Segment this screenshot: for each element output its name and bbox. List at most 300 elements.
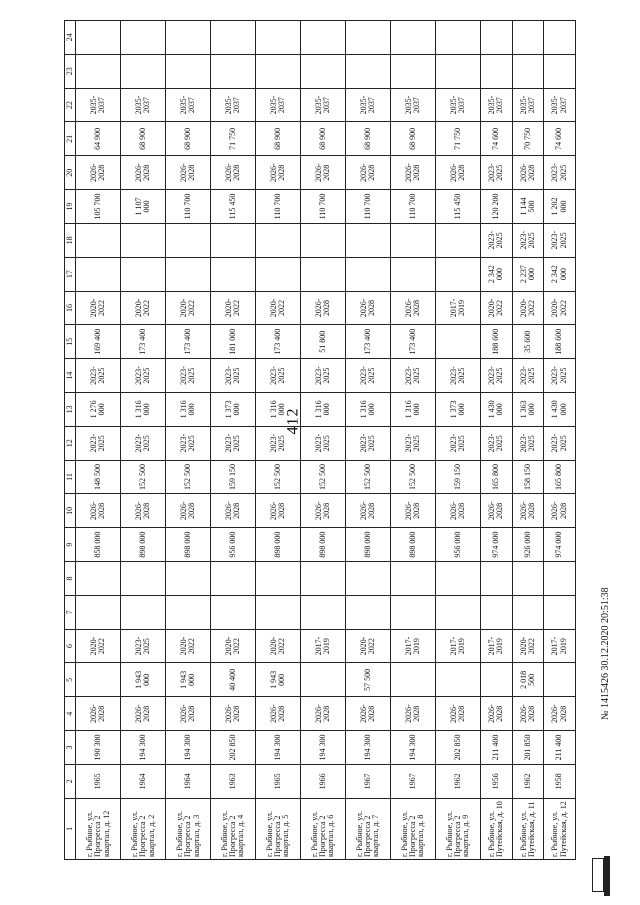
table-cell: 2023-2025 (481, 156, 513, 190)
table-cell: 2023-2025 (346, 426, 391, 460)
table-cell: 181 000 (211, 325, 256, 359)
table-cell (256, 257, 301, 291)
table-cell: 1964 (121, 764, 166, 798)
table-cell: 2023-2025 (391, 426, 436, 460)
table-cell (121, 562, 166, 596)
table-cell: 1 363 000 (512, 392, 544, 426)
column-header: 1 (65, 798, 76, 859)
table-cell: 202 850 (436, 731, 481, 765)
table-cell: 1 276 000 (76, 392, 121, 426)
table-cell: 2023-2025 (544, 426, 576, 460)
table-cell: 201 850 (512, 731, 544, 765)
table-cell: 2035-2037 (391, 88, 436, 122)
address-cell: г. Рыбное, ул. Прогресса 2 квартал, д. 12 (76, 798, 121, 859)
table-cell: 2026-2028 (301, 156, 346, 190)
table-cell: 2026-2028 (391, 697, 436, 731)
table-cell: 2035-2037 (121, 88, 166, 122)
table-cell: 2020-2022 (256, 291, 301, 325)
table-cell: 105 700 (76, 190, 121, 224)
address-cell: г. Рыбное, ул. Прогресса 2 квартал, д. 9 (436, 798, 481, 859)
table-cell: 211 400 (544, 731, 576, 765)
table-cell: 202 850 (211, 731, 256, 765)
table-cell (436, 21, 481, 55)
table-cell (436, 257, 481, 291)
table-cell: 211 400 (481, 731, 513, 765)
table-cell: 1 144 500 (512, 190, 544, 224)
table-cell (544, 21, 576, 55)
table-cell: 2035-2037 (256, 88, 301, 122)
table-cell: 159 150 (211, 460, 256, 494)
table-cell: 2023-2025 (121, 629, 166, 663)
address-cell: г. Рыбное, ул. Прогресса 2 квартал, д. 8 (391, 798, 436, 859)
table-cell: 120 200 (481, 190, 513, 224)
table-row (481, 21, 513, 860)
table-cell: 1963 (211, 764, 256, 798)
table-cell: 64 900 (76, 122, 121, 156)
table-cell (211, 257, 256, 291)
table-cell (391, 562, 436, 596)
table-cell: 2035-2037 (301, 88, 346, 122)
table-cell: 2026-2028 (121, 494, 166, 528)
column-header: 23 (65, 54, 76, 88)
address-cell: г. Рыбное, ул. Путейская, д. 11 (512, 798, 544, 859)
table-cell (166, 54, 211, 88)
table-cell (121, 54, 166, 88)
page-number: 412 (284, 407, 302, 435)
table-cell: 115 450 (436, 190, 481, 224)
table-cell: 2020-2022 (76, 629, 121, 663)
table-cell: 2023-2025 (481, 426, 513, 460)
table-cell: 190 300 (76, 731, 121, 765)
table-cell (76, 595, 121, 629)
table-cell: 2026-2028 (436, 494, 481, 528)
table-cell: 2026-2028 (166, 697, 211, 731)
table-cell: 2020-2022 (481, 291, 513, 325)
table-cell: 2026-2028 (346, 156, 391, 190)
address-cell: г. Рыбное, ул. Прогресса 2 квартал, д. 7 (346, 798, 391, 859)
column-header: 4 (65, 697, 76, 731)
table-cell: 2026-2028 (256, 156, 301, 190)
table-cell: 159 150 (436, 460, 481, 494)
column-header: 16 (65, 291, 76, 325)
table-cell: 2026-2028 (436, 697, 481, 731)
column-header: 19 (65, 190, 76, 224)
table-cell: 2023-2025 (211, 426, 256, 460)
table-cell: 2026-2028 (391, 494, 436, 528)
document-footer-id: № 1415426 30.12.2020 20:51:38 (600, 587, 611, 720)
table-cell: 194 300 (301, 731, 346, 765)
table-cell: 2023-2025 (301, 359, 346, 393)
table-cell: 2023-2025 (481, 359, 513, 393)
table-cell: 2035-2037 (512, 88, 544, 122)
table-cell: 2023-2025 (346, 359, 391, 393)
table-cell (436, 54, 481, 88)
table-cell: 2023-2025 (121, 426, 166, 460)
table-cell (346, 595, 391, 629)
table-cell (391, 663, 436, 697)
table-cell: 2026-2028 (436, 156, 481, 190)
table-cell: 2023-2025 (481, 223, 513, 257)
table-cell: 194 300 (346, 731, 391, 765)
table-cell: 898 000 (301, 528, 346, 562)
table-cell: 898 000 (121, 528, 166, 562)
table-cell: 898 000 (391, 528, 436, 562)
table-cell (301, 663, 346, 697)
column-header: 11 (65, 460, 76, 494)
table-cell: 1958 (544, 764, 576, 798)
table-cell: 1 373 000 (436, 392, 481, 426)
address-cell: г. Рыбное, ул. Прогресса 2 квартал, д. 2 (121, 798, 166, 859)
table-cell: 2023-2025 (436, 426, 481, 460)
table-cell (301, 595, 346, 629)
table-cell: 2026-2028 (301, 697, 346, 731)
table-cell: 68 900 (166, 122, 211, 156)
capital-repair-table (64, 20, 576, 860)
table-cell: 2026-2028 (544, 697, 576, 731)
table-cell: 152 500 (346, 460, 391, 494)
table-cell: 194 300 (391, 731, 436, 765)
table-cell: 165 800 (544, 460, 576, 494)
table-cell: 2026-2028 (166, 156, 211, 190)
address-cell: г. Рыбное, ул. Прогресса 2 квартал, д. 4 (211, 798, 256, 859)
table-cell (544, 54, 576, 88)
table-cell: 169 400 (76, 325, 121, 359)
table-cell: 194 300 (256, 731, 301, 765)
table-cell: 2020-2022 (211, 629, 256, 663)
table-cell: 2026-2028 (544, 494, 576, 528)
table-cell: 40 400 (211, 663, 256, 697)
table-cell: 2023-2025 (301, 426, 346, 460)
table-cell: 71 750 (436, 122, 481, 156)
table-cell: 1 316 000 (256, 392, 301, 426)
table-cell: 2020-2022 (512, 291, 544, 325)
table-cell: 2026-2028 (512, 156, 544, 190)
table-cell: 2026-2028 (301, 494, 346, 528)
table-cell: 2035-2037 (436, 88, 481, 122)
table-cell (346, 21, 391, 55)
table-cell: 2026-2028 (121, 697, 166, 731)
table-cell: 2026-2028 (512, 494, 544, 528)
table-cell: 2026-2028 (256, 697, 301, 731)
table-cell: 2035-2037 (211, 88, 256, 122)
table-cell: 152 500 (166, 460, 211, 494)
table-cell: 110 700 (346, 190, 391, 224)
table-cell: 2026-2028 (481, 494, 513, 528)
table-row (436, 21, 481, 860)
table-cell (346, 223, 391, 257)
column-header: 6 (65, 629, 76, 663)
table-cell: 2020-2022 (76, 291, 121, 325)
table-cell: 858 000 (76, 528, 121, 562)
table-cell (544, 663, 576, 697)
table-cell: 152 500 (256, 460, 301, 494)
table-row (346, 21, 391, 860)
table-cell (301, 21, 346, 55)
table-cell: 71 750 (211, 122, 256, 156)
table-cell: 1 316 000 (121, 392, 166, 426)
table-body (76, 21, 576, 860)
table-cell: 2020-2022 (512, 629, 544, 663)
table-cell: 2017-2019 (481, 629, 513, 663)
column-header: 15 (65, 325, 76, 359)
table-cell: 2023-2025 (391, 359, 436, 393)
table-cell: 2026-2028 (211, 156, 256, 190)
table-cell: 158 150 (512, 460, 544, 494)
table-cell (166, 562, 211, 596)
table-cell: 152 500 (301, 460, 346, 494)
table-cell: 152 500 (391, 460, 436, 494)
table-cell (301, 562, 346, 596)
table-row (512, 21, 544, 860)
table-cell (76, 663, 121, 697)
table-cell: 2 018 500 (512, 663, 544, 697)
table-cell: 2023-2025 (256, 426, 301, 460)
table-cell: 1965 (76, 764, 121, 798)
table-cell: 2023-2025 (512, 359, 544, 393)
table-cell: 110 700 (166, 190, 211, 224)
table-cell: 2026-2028 (211, 697, 256, 731)
table-cell (481, 54, 513, 88)
table-cell: 1 373 000 (211, 392, 256, 426)
table-cell: 1 316 000 (391, 392, 436, 426)
table-cell: 165 800 (481, 460, 513, 494)
table-cell (121, 595, 166, 629)
table-cell: 2020-2022 (544, 291, 576, 325)
table-cell: 2026-2028 (481, 697, 513, 731)
table-cell: 51 800 (301, 325, 346, 359)
table-cell: 57 500 (346, 663, 391, 697)
table-cell (346, 257, 391, 291)
table-cell: 2026-2028 (121, 156, 166, 190)
table-cell: 1 316 000 (166, 392, 211, 426)
table-cell (436, 663, 481, 697)
table-cell: 2026-2028 (76, 494, 121, 528)
table-cell: 1956 (481, 764, 513, 798)
table-cell: 956 000 (211, 528, 256, 562)
table-cell: 1 430 000 (481, 392, 513, 426)
table-cell (76, 54, 121, 88)
address-cell: г. Рыбное, ул. Путейская, д. 12 (544, 798, 576, 859)
column-header: 20 (65, 156, 76, 190)
table-cell (211, 223, 256, 257)
table-container (64, 20, 576, 860)
table-cell: 2017-2019 (436, 629, 481, 663)
column-header: 7 (65, 595, 76, 629)
table-cell (481, 663, 513, 697)
table-cell (76, 257, 121, 291)
table-cell (256, 223, 301, 257)
table-cell: 2023-2025 (256, 359, 301, 393)
table-cell (211, 595, 256, 629)
table-cell: 2026-2028 (391, 156, 436, 190)
table-row (256, 21, 301, 860)
table-cell: 2020-2022 (256, 629, 301, 663)
table-cell (76, 223, 121, 257)
table-cell (512, 562, 544, 596)
table-cell: 2026-2028 (301, 291, 346, 325)
address-cell: г. Рыбное, ул. Путейская, д. 10 (481, 798, 513, 859)
table-cell: 2017-2019 (301, 629, 346, 663)
table-cell: 1966 (301, 764, 346, 798)
column-header: 22 (65, 88, 76, 122)
column-header: 24 (65, 21, 76, 55)
table-cell: 2026-2028 (346, 697, 391, 731)
table-cell: 68 900 (346, 122, 391, 156)
table-cell (391, 54, 436, 88)
table-cell: 2 342 000 (544, 257, 576, 291)
table-cell (391, 21, 436, 55)
table-cell: 2026-2028 (211, 494, 256, 528)
table-cell (481, 21, 513, 55)
table-cell: 1 943 000 (121, 663, 166, 697)
table-cell (256, 21, 301, 55)
table-cell: 2026-2028 (256, 494, 301, 528)
table-cell (211, 54, 256, 88)
table-cell: 2026-2028 (76, 697, 121, 731)
table-cell (121, 223, 166, 257)
table-cell (436, 595, 481, 629)
table-cell: 2035-2037 (346, 88, 391, 122)
table-cell: 926 000 (512, 528, 544, 562)
table-cell: 1 316 000 (301, 392, 346, 426)
table-cell: 2026-2028 (391, 291, 436, 325)
table-cell: 173 400 (346, 325, 391, 359)
table-cell: 2017-2019 (391, 629, 436, 663)
table-cell (512, 21, 544, 55)
table-cell: 173 400 (391, 325, 436, 359)
table-cell: 1 202 000 (544, 190, 576, 224)
column-header: 2 (65, 764, 76, 798)
table-cell (166, 223, 211, 257)
table-cell (166, 257, 211, 291)
table-cell (512, 54, 544, 88)
table-row (544, 21, 576, 860)
table-cell: 152 500 (121, 460, 166, 494)
column-header: 21 (65, 122, 76, 156)
table-cell (391, 257, 436, 291)
table-cell: 2035-2037 (481, 88, 513, 122)
table-cell: 1 316 000 (346, 392, 391, 426)
table-cell: 2023-2025 (76, 426, 121, 460)
table-cell: 1965 (256, 764, 301, 798)
table-cell: 35 600 (512, 325, 544, 359)
table-cell (481, 595, 513, 629)
table-cell (512, 595, 544, 629)
column-header: 17 (65, 257, 76, 291)
table-cell: 2023-2025 (512, 426, 544, 460)
table-cell: 110 700 (391, 190, 436, 224)
table-row (166, 21, 211, 860)
table-cell (391, 223, 436, 257)
table-cell (76, 21, 121, 55)
table-cell: 74 600 (481, 122, 513, 156)
table-cell: 68 900 (256, 122, 301, 156)
table-cell: 1962 (436, 764, 481, 798)
table-cell: 2035-2037 (76, 88, 121, 122)
table-cell: 956 000 (436, 528, 481, 562)
table-cell: 188 600 (544, 325, 576, 359)
table-cell: 2026-2028 (76, 156, 121, 190)
table-cell (256, 562, 301, 596)
column-header: 8 (65, 562, 76, 596)
table-cell: 2023-2025 (544, 223, 576, 257)
table-cell (544, 595, 576, 629)
table-cell (301, 257, 346, 291)
table-cell: 2023-2025 (544, 156, 576, 190)
table-cell (481, 562, 513, 596)
column-header: 12 (65, 426, 76, 460)
column-header: 13 (65, 392, 76, 426)
table-cell: 974 000 (544, 528, 576, 562)
header-row (65, 21, 76, 860)
column-header: 5 (65, 663, 76, 697)
table-cell: 1 943 000 (166, 663, 211, 697)
address-cell: г. Рыбное, ул. Прогресса 2 квартал, д. 6 (301, 798, 346, 859)
table-cell: 898 000 (346, 528, 391, 562)
table-cell: 173 400 (166, 325, 211, 359)
table-cell: 2023-2025 (166, 359, 211, 393)
table-cell: 974 000 (481, 528, 513, 562)
table-cell (346, 54, 391, 88)
table-cell (121, 21, 166, 55)
table-cell: 68 900 (301, 122, 346, 156)
table-cell (121, 257, 166, 291)
column-header: 18 (65, 223, 76, 257)
table-cell: 898 000 (166, 528, 211, 562)
table-cell: 110 700 (256, 190, 301, 224)
table-cell: 2017-2019 (544, 629, 576, 663)
column-header: 10 (65, 494, 76, 528)
table-cell: 74 600 (544, 122, 576, 156)
table-cell: 2020-2022 (166, 291, 211, 325)
table-cell: 188 600 (481, 325, 513, 359)
table-cell (436, 223, 481, 257)
table-cell: 2026-2028 (346, 494, 391, 528)
table-cell: 1967 (391, 764, 436, 798)
table-cell: 1 107 000 (121, 190, 166, 224)
table-cell: 1967 (346, 764, 391, 798)
table-cell: 1 943 000 (256, 663, 301, 697)
table-cell: 110 700 (301, 190, 346, 224)
table-cell: 2023-2025 (544, 359, 576, 393)
table-cell: 2 342 000 (481, 257, 513, 291)
table-cell: 194 300 (166, 731, 211, 765)
table-cell (436, 562, 481, 596)
table-cell: 2026-2028 (166, 494, 211, 528)
table-cell: 2 237 000 (512, 257, 544, 291)
address-cell: г. Рыбное, ул. Прогресса 2 квартал, д. 5 (256, 798, 301, 859)
table-cell: 70 750 (512, 122, 544, 156)
table-cell: 173 400 (121, 325, 166, 359)
table-cell (346, 562, 391, 596)
table-cell (211, 21, 256, 55)
table-cell: 2020-2022 (211, 291, 256, 325)
table-cell (211, 562, 256, 596)
table-cell: 2020-2022 (166, 629, 211, 663)
table-cell: 2023-2025 (76, 359, 121, 393)
table-cell: 115 450 (211, 190, 256, 224)
table-cell (544, 562, 576, 596)
table-cell: 2026-2028 (512, 697, 544, 731)
table-cell (166, 595, 211, 629)
column-header: 3 (65, 731, 76, 765)
address-cell: г. Рыбное, ул. Прогресса 2 квартал, д. 3 (166, 798, 211, 859)
table-cell: 68 900 (121, 122, 166, 156)
table-cell: 2035-2037 (166, 88, 211, 122)
table-cell: 2023-2025 (121, 359, 166, 393)
table-cell: 2026-2028 (346, 291, 391, 325)
column-header: 9 (65, 528, 76, 562)
